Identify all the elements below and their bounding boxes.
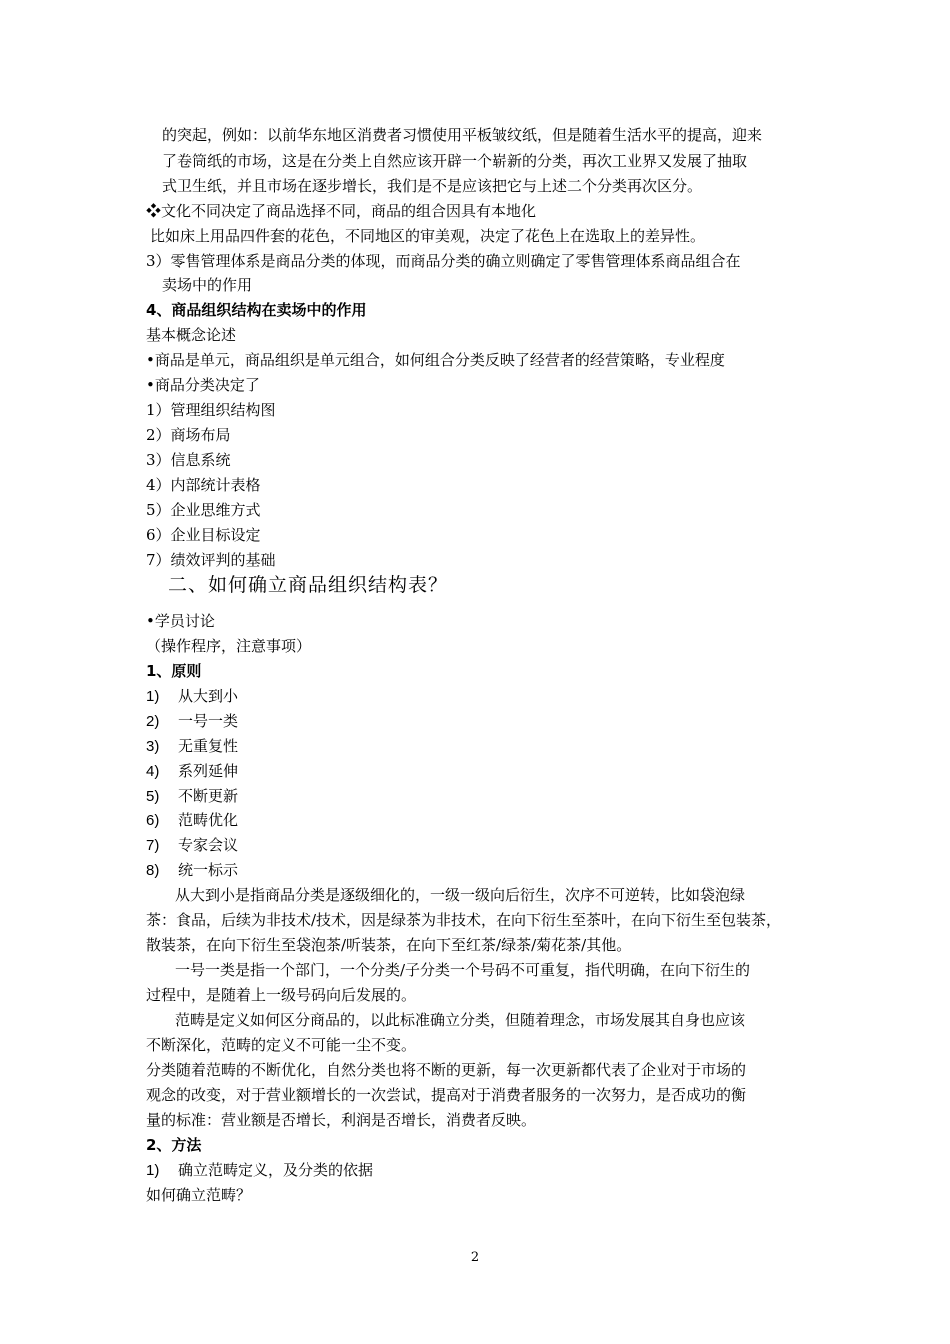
principle-item: 1) 从大到小 <box>146 687 239 705</box>
list-item: 4）内部统计表格 <box>146 476 261 494</box>
paragraph-line: 式卫生纸，并且市场在逐步增长，我们是不是应该把它与上述二个分类再次区分。 <box>162 177 703 195</box>
heading-4: 4、商品组织结构在卖场中的作用 <box>146 301 367 319</box>
principle-item: 8) 统一标示 <box>146 861 239 879</box>
principle-item: 7) 专家会议 <box>146 836 239 854</box>
basic-concepts: 基本概念论述 <box>146 326 237 344</box>
list-item: 1）管理组织结构图 <box>146 401 276 419</box>
principle-item: 6) 范畴优化 <box>146 811 239 829</box>
paragraph-line: 不断深化，范畴的定义不可能一尘不变。 <box>146 1036 417 1054</box>
paragraph-line: 过程中，是随着上一级号码向后发展的。 <box>146 986 417 1004</box>
paragraph-line: 范畴是定义如何区分商品的，以此标准确立分类，但随着理念，市场发展其自身也应该 <box>175 1011 746 1029</box>
culture-detail: 比如床上用品四件套的花色，不同地区的审美观，决定了花色上在选取上的差异性。 <box>150 227 706 245</box>
paragraph-line: 量的标准：营业额是否增长，利润是否增长，消费者反映。 <box>146 1111 537 1129</box>
method-heading: 2、方法 <box>146 1136 202 1154</box>
culture-bullet: ❖文化不同决定了商品选择不同，商品的组合因具有本地化 <box>146 202 537 220</box>
discussion-bullet: •学员讨论 <box>146 612 215 630</box>
principle-heading: 1、原则 <box>146 662 202 680</box>
paragraph-line: 分类随着范畴的不断优化，自然分类也将不断的更新，每一次更新都代表了企业对于市场的 <box>146 1061 747 1079</box>
section-heading: 二、如何确立商品组织结构表？ <box>168 574 449 596</box>
principle-item: 2) 一号一类 <box>146 712 239 730</box>
bullet-line: •商品分类决定了 <box>146 376 260 394</box>
paragraph-line: 观念的改变，对于营业额增长的一次尝试，提高对于消费者服务的一次努力，是否成功的衡 <box>146 1086 747 1104</box>
question-line: 如何确立范畴？ <box>146 1186 252 1204</box>
list-item: 7）绩效评判的基础 <box>146 551 276 569</box>
paragraph-line: 了卷筒纸的市场，这是在分类上自然应该开辟一个崭新的分类，再次工业界又发展了抽取 <box>162 152 748 170</box>
principle-item: 4) 系列延伸 <box>146 762 239 780</box>
paragraph-line: 茶：食品，后续为非技术/技术，因是绿茶为非技术，在向下衍生至茶叶，在向下衍生至包装茶， <box>146 911 782 929</box>
principle-item: 3) 无重复性 <box>146 737 239 755</box>
paragraph-line: 的突起，例如：以前华东地区消费者习惯使用平板皱纹纸，但是随着生活水平的提高，迎来 <box>162 126 763 144</box>
discussion-note: （操作程序，注意事项） <box>146 637 312 655</box>
list-item: 3）信息系统 <box>146 451 231 469</box>
method-item: 1) 确立范畴定义，及分类的依据 <box>146 1161 374 1179</box>
paragraph-line: 从大到小是指商品分类是逐级细化的，一级一级向后衍生，次序不可逆转，比如袋泡绿 <box>175 886 746 904</box>
paragraph-line: 散装茶，在向下衍生至袋泡茶/听装茶，在向下至红茶/绿茶/菊花茶/其他。 <box>146 936 632 954</box>
bullet-line: •商品是单元，商品组织是单元组合，如何组合分类反映了经营者的经营策略，专业程度 <box>146 351 725 369</box>
list-item: 2）商场布局 <box>146 426 231 444</box>
item-3-line: 3）零售管理体系是商品分类的体现，而商品分类的确立则确定了零售管理体系商品组合在 <box>146 252 741 270</box>
item-3-line: 卖场中的作用 <box>162 276 253 294</box>
paragraph-line: 一号一类是指一个部门，一个分类/子分类一个号码不可重复，指代明确，在向下衍生的 <box>175 961 751 979</box>
list-item: 5）企业思维方式 <box>146 501 261 519</box>
list-item: 6）企业目标设定 <box>146 526 261 544</box>
principle-item: 5) 不断更新 <box>146 787 239 805</box>
page-number: 2 <box>470 1250 480 1265</box>
